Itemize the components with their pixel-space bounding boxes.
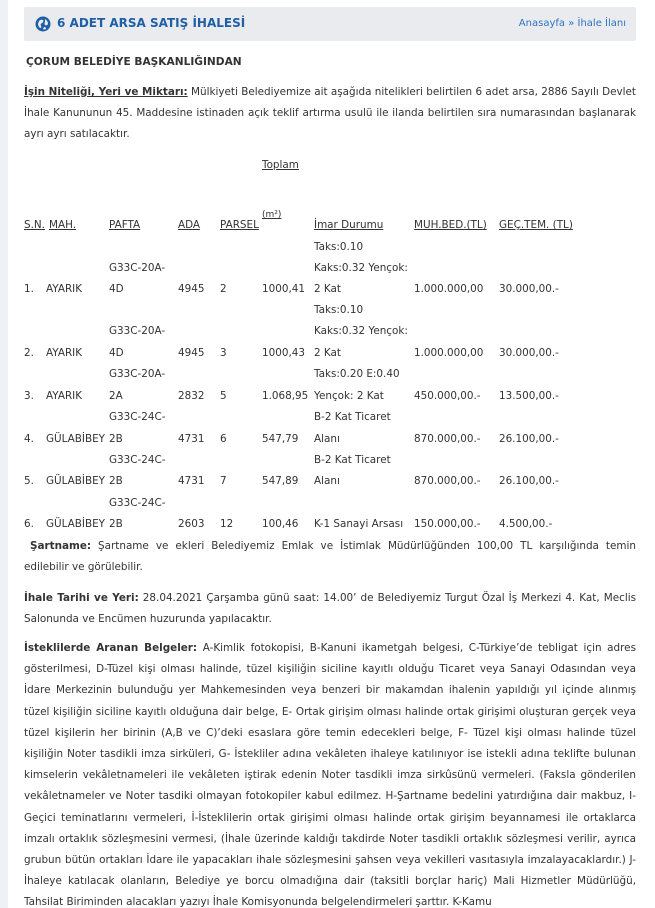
breadcrumb — [519, 18, 626, 29]
table-toplam-label: Toplam — [262, 159, 299, 171]
table-cell: 2832 — [178, 390, 205, 402]
table-cell: 30.000,00.- — [499, 347, 559, 359]
table-cell: Alanı — [314, 433, 340, 445]
organization-heading: ÇORUM BELEDİYE BAŞKANLIĞINDAN — [26, 56, 242, 68]
table-cell: GÜLABİBEY — [46, 433, 106, 445]
breadcrumb-separator: » — [565, 18, 578, 29]
col-parsel: PARSEL — [220, 219, 259, 231]
breadcrumb-current-link[interactable]: İhale İlanı — [577, 18, 626, 29]
table-cell: 870.000,00.- — [414, 475, 481, 487]
intro-text: Mülkiyeti Belediyemize ait aşağıda nitelikleri belirtilen 6 adet arsa, 2886 Sayılı Devlet İhale Kanununun 45. Maddesine istinaden açık teklif artırma usulü ile ilanda belirtilen sıra numarasından başlanarak ayrı ayrı satılacaktır. — [24, 86, 636, 141]
sartname-paragraph — [24, 536, 636, 578]
table-cell: 4D — [109, 283, 124, 295]
table-cell: GÜLABİBEY — [46, 518, 106, 530]
table-cell: 2B — [109, 475, 123, 487]
table-cell: Taks:0.20 E:0.40 — [314, 368, 400, 380]
table-cell: 2603 — [178, 518, 205, 530]
col-sn: S.N. — [24, 219, 45, 231]
table-cell: 7 — [220, 475, 227, 487]
table-cell: 5 — [220, 390, 227, 402]
table-cell: B-2 Kat Ticaret — [314, 411, 391, 423]
table-cell: Taks:0.10 — [314, 304, 364, 316]
table-cell: 2 Kat — [314, 347, 341, 359]
table-cell: 4.500,00.- — [499, 518, 553, 530]
table-cell: 3 — [220, 347, 227, 359]
col-imar: İmar Durumu — [314, 219, 384, 231]
table-cell: 870.000,00.- — [414, 433, 481, 445]
col-mah: MAH. — [49, 219, 77, 231]
page-header — [24, 7, 636, 41]
belgeler-label: İsteklilerde Aranan Belgeler: — [24, 642, 198, 654]
table-cell: 4731 — [178, 475, 205, 487]
table-cell: B-2 Kat Ticaret — [314, 454, 391, 466]
table-cell: 2A — [109, 390, 123, 402]
table-cell: 2 — [220, 283, 227, 295]
col-muhbed: MUH.BED.(TL) — [414, 219, 487, 231]
intro-paragraph — [24, 82, 636, 146]
table-cell: 4731 — [178, 433, 205, 445]
col-pafta: PAFTA — [109, 219, 141, 231]
intro-label: İşin Niteliği, Yeri ve Miktarı: — [24, 86, 188, 98]
table-cell: Kaks:0.32 Yençok: — [314, 325, 408, 337]
table-cell: 26.100,00.- — [499, 433, 559, 445]
table-cell: 1.068,95 — [262, 390, 309, 402]
table-cell: 4. — [24, 433, 34, 445]
table-cell: 150.000,00.- — [414, 518, 481, 530]
table-cell: 1.000.000,00 — [414, 283, 484, 295]
table-cell: AYARIK — [46, 283, 83, 295]
table-cell: 1.000.000,00 — [414, 347, 484, 359]
col-ada: ADA — [178, 219, 201, 231]
table-cell: 5. — [24, 475, 34, 487]
table-cell: G33C-24C- — [109, 411, 166, 423]
table-cell: 4945 — [178, 347, 205, 359]
sartname-text: Şartname ve ekleri Belediyemiz Emlak ve İstimlak Müdürlüğünden 100,00 TL karşılığında temin edilebilir ve görülebilir. — [24, 540, 636, 574]
table-cell: 1000,43 — [262, 347, 305, 359]
table-cell: AYARIK — [46, 390, 83, 402]
table-cell: 6. — [24, 518, 34, 530]
table-cell: 12 — [220, 518, 234, 530]
table-cell: G33C-20A- — [109, 325, 166, 337]
ihale-paragraph — [24, 588, 636, 630]
table-cell: 26.100,00.- — [499, 475, 559, 487]
table-cell: 2B — [109, 433, 123, 445]
table-cell: 450.000,00.- — [414, 390, 481, 402]
table-cell: G33C-24C- — [109, 454, 166, 466]
table-cell: 547,79 — [262, 433, 299, 445]
table-cell: 1000,41 — [262, 283, 305, 295]
table-cell: G33C-20A- — [109, 368, 166, 380]
globe-icon — [35, 16, 51, 32]
table-cell: 30.000,00.- — [499, 283, 559, 295]
table-cell: 4D — [109, 347, 124, 359]
table-cell: Alanı — [314, 475, 340, 487]
table-cell: GÜLABİBEY — [46, 475, 106, 487]
table-cell: 3. — [24, 390, 34, 402]
col-gectem: GEÇ.TEM. (TL) — [499, 219, 573, 231]
table-cell: 4945 — [178, 283, 205, 295]
table-cell: 1. — [24, 283, 34, 295]
table-cell: 547,89 — [262, 475, 299, 487]
table-cell: 6 — [220, 433, 227, 445]
table-cell: Yençok: 2 Kat — [314, 390, 384, 402]
table-cell: Kaks:0.32 Yençok: — [314, 262, 408, 274]
belgeler-paragraph — [24, 638, 636, 908]
table-cell: 2B — [109, 518, 123, 530]
table-cell: 13.500,00.- — [499, 390, 559, 402]
col-m2: (m²) — [262, 210, 282, 220]
table-cell: 2. — [24, 347, 34, 359]
sartname-label: Şartname: — [30, 540, 92, 552]
table-cell: AYARIK — [46, 347, 83, 359]
belgeler-text: A-Kimlik fotokopisi, B-Kanuni ikametgah belgesi, C-Türkiye’de tebligat için adres gösterilmesi, D-Tüzel kişi olması halinde, tüzel kişiliğin siciline kayıtlı olduğu Ticaret veya Sanayi Odasından veya İdare Merkezinin bulunduğu yer Mahkemesinden veya benzeri bir makamdan ihalenin yapıldığı yıl içinde alınmış tüzel kişiliğin siciline kayıtlı olduğuna dair belge, E- Ortak girişim olması halinde ortak girişimi oluşturan gerçek veya tüzel kişilerin her birinin (A,B ve C)’deki esaslara göre temin edecekleri belge, F- Tüzel kişi olması halinde tüzel kişiliğin Noter tasdikli imza sirküleri, G- İstekliler adına vekâleten ihaleye katılınıyor ise istekli adına teklifte bulunan kimselerin vekâletnameleri ile vekâleten iştirak edenin Noter tasdikli imza sirkûsünü vermeleri. (Faksla gönderilen vekâletnameler ve Noter tasdiki olmayan fotokopiler kabul edilmez. H-Şartname bedelini yatırdığına dair makbuz, I- Geçici teminatlarını vermeleri, İ-İsteklilerin ortak girişimi olması halinde ortak girişim beyannamesi ile ortaklarca imzalı ortaklık sözleşmesini vermesi, (İhale üzerinde kaldığı takdirde Noter tasdikli ortaklık sözleşmesi verilir, ayrıca grubun bütün ortakları İdare ile yapacakları ihale sözleşmesini şahsen veya vekilleri vasıtasıyla imzalayacaklardır.) J-İhaleye katılacak olanların, Belediye ye borcu olmadığına dair (taksitli borçlar hariç) Mali Hizmetler Müdürlüğü, Tahsilat Biriminden alacakları yazıyı İhale Komisyonunda belgelendirmeleri şarttır. K-Kamu — [24, 642, 636, 908]
table-cell: 100,46 — [262, 518, 299, 530]
table-cell: G33C-20A- — [109, 262, 166, 274]
page-title: 6 ADET ARSA SATIŞ İHALESİ — [57, 16, 246, 30]
table-cell: G33C-24C- — [109, 497, 166, 509]
breadcrumb-home-link[interactable]: Anasayfa — [518, 18, 566, 29]
table-cell: Taks:0.10 — [314, 241, 364, 253]
ihale-label: İhale Tarihi ve Yeri: — [24, 592, 139, 604]
ihale-text: 28.04.2021 Çarşamba günü saat: 14.00’ de Belediyemiz Turgut Özal İş Merkezi 4. Kat, Meclis Salonunda ve Encümen huzurunda yapılacaktır. — [24, 592, 637, 626]
table-cell: K-1 Sanayi Arsası — [314, 518, 404, 530]
left-sidebar-edge — [0, 0, 8, 908]
table-cell: 2 Kat — [314, 283, 341, 295]
